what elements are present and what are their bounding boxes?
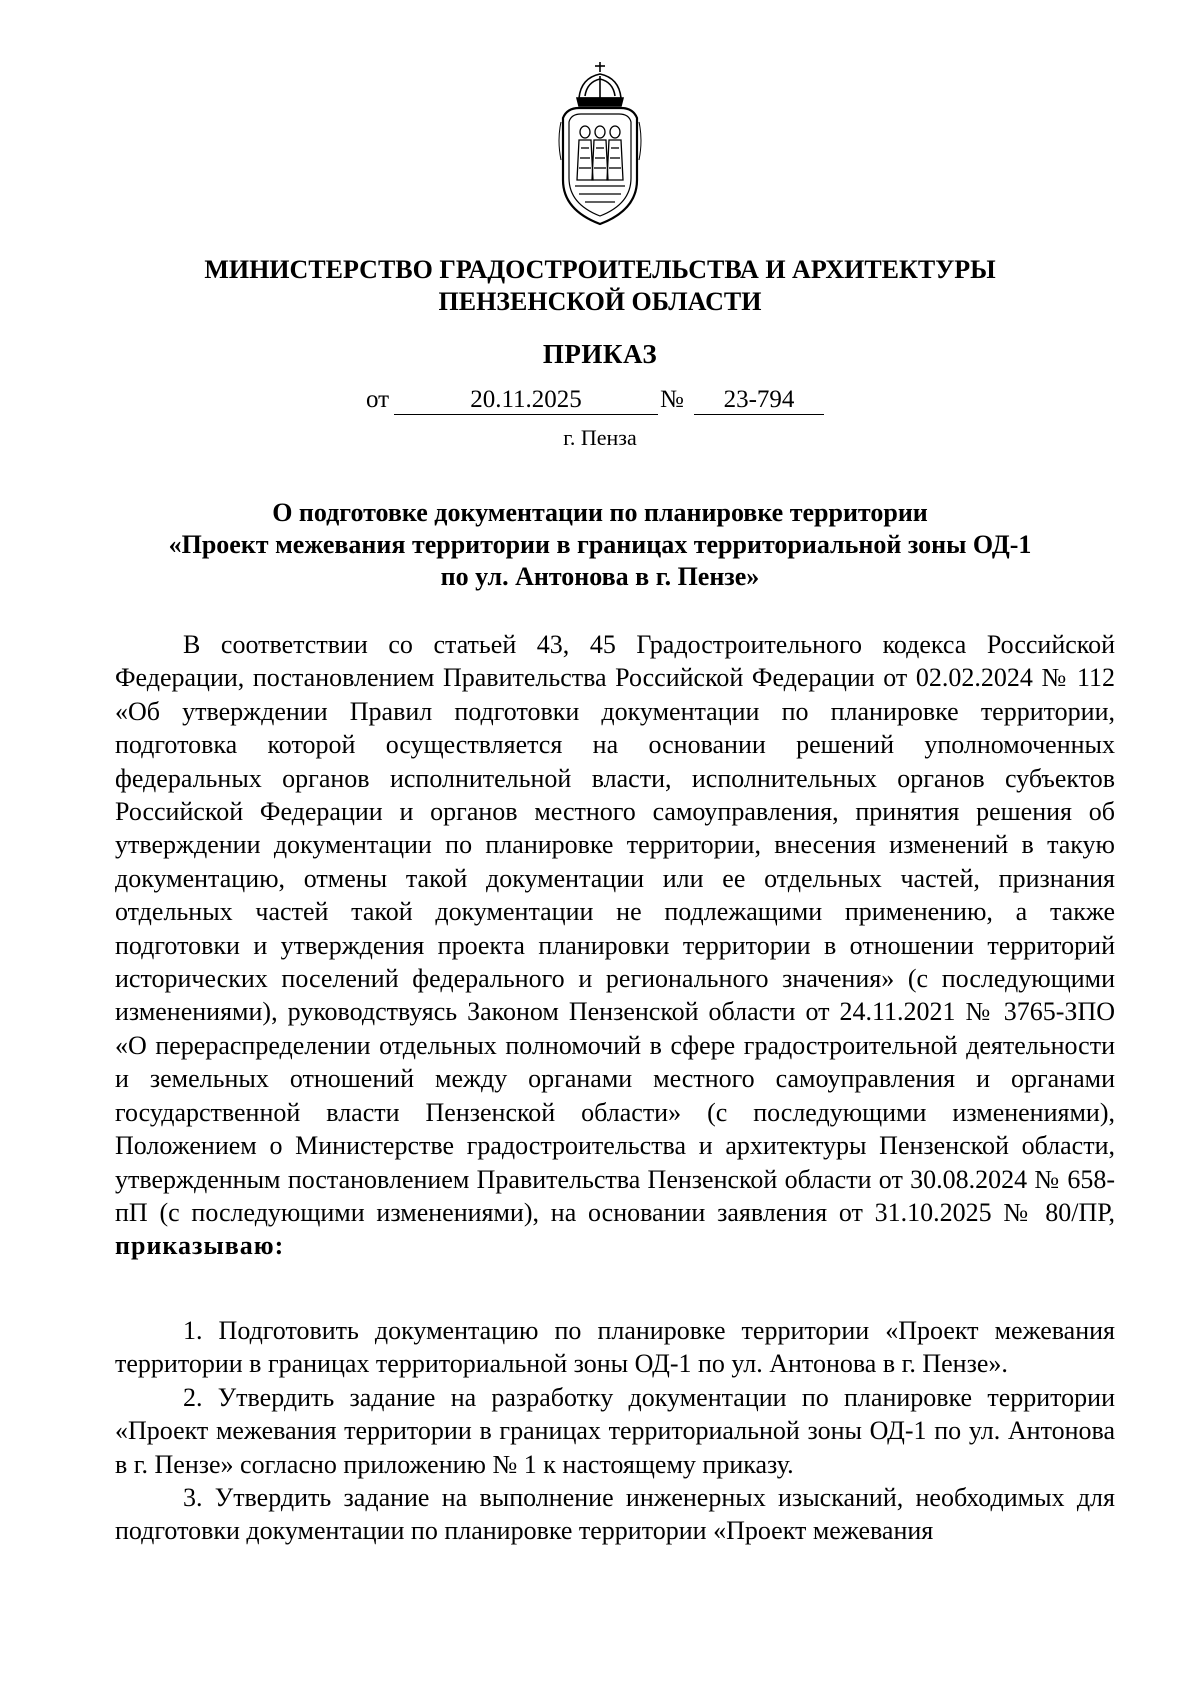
order-items — [115, 1314, 1115, 1548]
subject-line-2: «Проект межевания территории в границах территориальной зоны ОД-1 — [168, 530, 1032, 559]
coat-of-arms-icon — [557, 60, 643, 230]
number-prefix: № — [660, 386, 684, 413]
order-item-2: 2. Утвердить задание на разработку документации по планировке территории «Проект межевания территории в границах территориальной зоны ОД-1 по ул. Антонова в г. Пензе» согласно приложению № 1 к настоящему приказу. — [115, 1382, 1115, 1479]
document-city: г. Пенза — [563, 425, 637, 450]
order-item-3: 3. Утвердить задание на выполнение инженерных изысканий, необходимых для подготовки документации по планировке территории «Проект межевания — [115, 1483, 1115, 1546]
document-subject — [0, 497, 1200, 593]
date-number-line — [366, 384, 886, 416]
preamble-block — [115, 628, 1115, 1263]
order-item-1: 1. Подготовить документацию по планировке территории «Проект межевания территории в границах территориальной зоны ОД-1 по ул. Антонова в г. Пензе». — [115, 1316, 1115, 1379]
subject-line-3: по ул. Антонова в г. Пензе» — [440, 562, 760, 591]
command-word: приказываю: — [115, 1231, 285, 1261]
preamble-text: В соответствии со статьей 43, 45 Градостроительного кодекса Российской Федерации, постановлением Правительства Российской Федерации от 02.02.2024 № 112 «Об утверждении Правил подготовки документации по планировке территории, подготовка которой осуществляется на основании решений уполномоченных федеральных органов исполнительной власти, исполнительных органов субъектов Российской Федерации и органов местного самоуправления, принятия решения об утверждении документации по планировке территории, внесения изменений в такую документацию, отмены такой документации или ее отдельных частей, признания отдельных частей такой документации не подлежащими применению, а также подготовки и утверждения проекта планировки территории в отношении территорий исторических поселений федерального и регионального значения» (с последующими изменениями), руководствуясь Законом Пензенской области от 24.11.2021 № 3765-ЗПО «О перераспределении отдельных полномочий в сфере градостроительной деятельности и земельных отношений между органами местного самоуправления и органами государственной власти Пензенской области» (с последующими изменениями), Положением о Министерстве градостроительства и архитектуры Пензенской области, утвержденным постановлением Правительства Пензенской области от 30.08.2024 № 658-пП (с последующими изменениями), на основании заявления от 31.10.2025 № 80/ПР, — [115, 630, 1115, 1227]
ministry-line-2: ПЕНЗЕНСКОЙ ОБЛАСТИ — [438, 287, 762, 316]
subject-line-1: О подготовке документации по планировке территории — [272, 498, 928, 527]
ministry-name — [0, 254, 1200, 318]
ministry-line-1: МИНИСТЕРСТВО ГРАДОСТРОИТЕЛЬСТВА И АРХИТЕКТУРЫ — [204, 255, 996, 284]
document-type: ПРИКАЗ — [542, 339, 658, 369]
preamble-paragraph — [115, 628, 1115, 1263]
document-number: 23-794 — [694, 384, 824, 415]
date-prefix: от — [366, 386, 390, 413]
document-date: 20.11.2025 — [394, 384, 658, 415]
